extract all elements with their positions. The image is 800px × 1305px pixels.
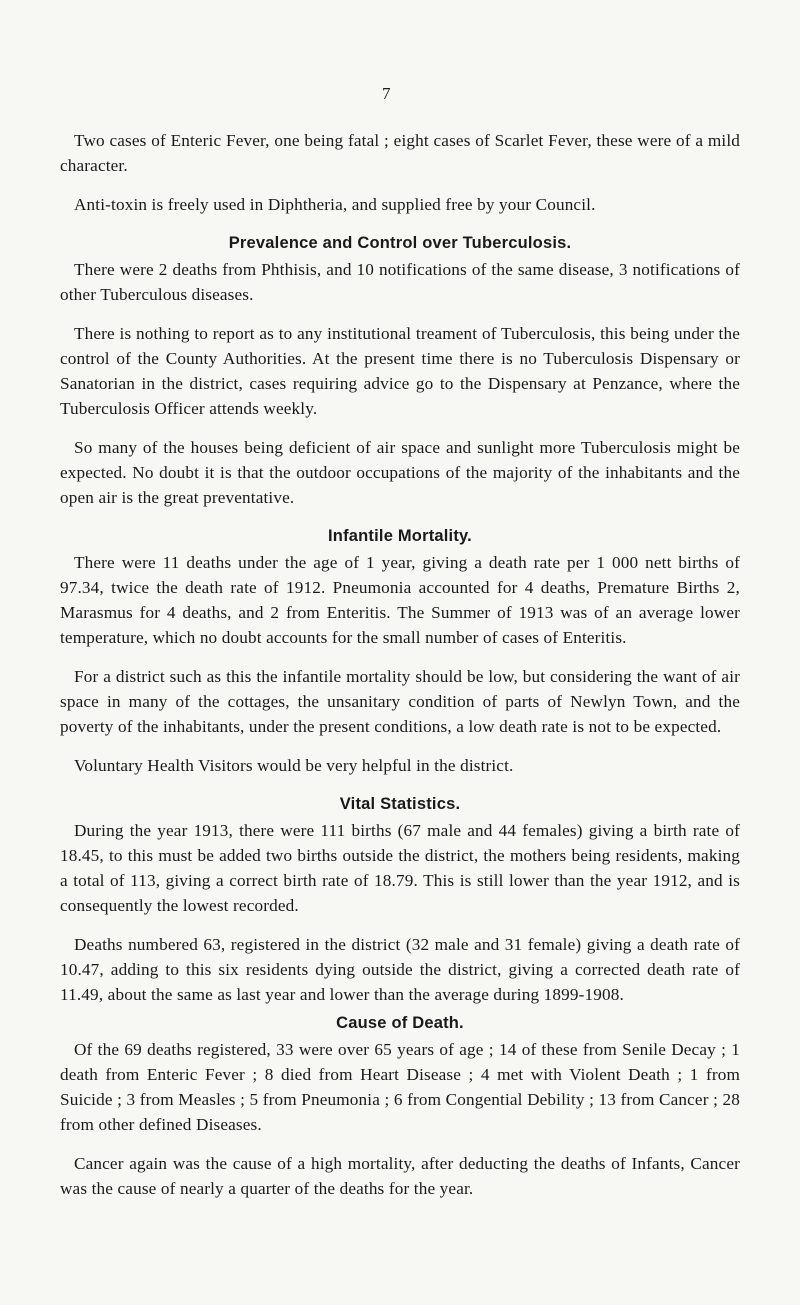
infant-district-paragraph: For a district such as this the infantile mortality should be low, but considering the want of air space in many of the cottages, the unsanitary condition of parts of Newlyn Town, and the poverty of the inhabitants, under the present conditions, a low death rate is not to be expected.: [60, 667, 740, 736]
deaths-paragraph: Deaths numbered 63, registered in the district (32 male and 31 female) giving a death rate of 10.47, adding to this six residents dying outside the district, giving a corrected death rate of 11.49, about the same as last year and lower than the average during 1899-1908.: [60, 935, 740, 1004]
enteric-fever-paragraph: Two cases of Enteric Fever, one being fatal ; eight cases of Scarlet Fever, these were of a mild character.: [60, 131, 740, 175]
infantile-mortality-heading: Infantile Mortality.: [328, 527, 472, 545]
document-body: [60, 128, 740, 1215]
page-number: 7: [382, 84, 391, 103]
births-paragraph: During the year 1913, there were 111 births (67 male and 44 females) giving a birth rate of 18.45, to this must be added two births outside the district, the mothers being residents, making a total of 113, giving a correct birth rate of 18.79. This is still lower than the year 1912, and is consequently the lowest recorded.: [60, 821, 740, 915]
infant-deaths-paragraph: There were 11 deaths under the age of 1 year, giving a death rate per 1 000 nett births of 97.34, twice the death rate of 1912. Pneumonia accounted for 4 deaths, Premature Births 2, Marasmus for 4 deaths, and 2 from Enteritis. The Summer of 1913 was of an average lower temperature, which no doubt accounts for the small number of cases of Enteritis.: [60, 553, 740, 647]
tuberculosis-heading: Prevalence and Control over Tuberculosis.: [228, 234, 572, 252]
vital-statistics-heading: Vital Statistics.: [339, 795, 461, 813]
cancer-paragraph: Cancer again was the cause of a high mortality, after deducting the deaths of Infants, Cancer was the cause of nearly a quarter of the deaths for the year.: [60, 1154, 740, 1198]
tuberculosis-deaths-paragraph: There were 2 deaths from Phthisis, and 10 notifications of the same disease, 3 notifications of other Tuberculous diseases.: [60, 260, 740, 304]
causes-list-paragraph: Of the 69 deaths registered, 33 were over 65 years of age ; 14 of these from Senile Decay ; 1 death from Enteric Fever ; 8 died from Heart Disease ; 4 met with Violent Death ; 1 from Suicide ; 3 from Measles ; 5 from Pneumonia ; 6 from Congential Debility ; 13 from Cancer ; 28 from other defined Diseases.: [60, 1040, 740, 1134]
anti-toxin-paragraph: Anti-toxin is freely used in Diphtheria, and supplied free by your Council.: [74, 195, 596, 214]
tuberculosis-housing-paragraph: So many of the houses being deficient of air space and sunlight more Tuberculosis might be expected. No doubt it is that the outdoor occupations of the majority of the inhabitants and the open air is the great preventative.: [60, 438, 740, 507]
health-visitors-paragraph: Voluntary Health Visitors would be very helpful in the district.: [74, 756, 514, 775]
tuberculosis-treatment-paragraph: There is nothing to report as to any institutional treament of Tuberculosis, this being under the control of the County Authorities. At the present time there is no Tuberculosis Dispensary or Sanatorian in the district, cases requiring advice go to the Dispensary at Penzance, where the Tuberculosis Officer attends weekly.: [60, 324, 740, 418]
cause-of-death-heading: Cause of Death.: [336, 1014, 464, 1032]
